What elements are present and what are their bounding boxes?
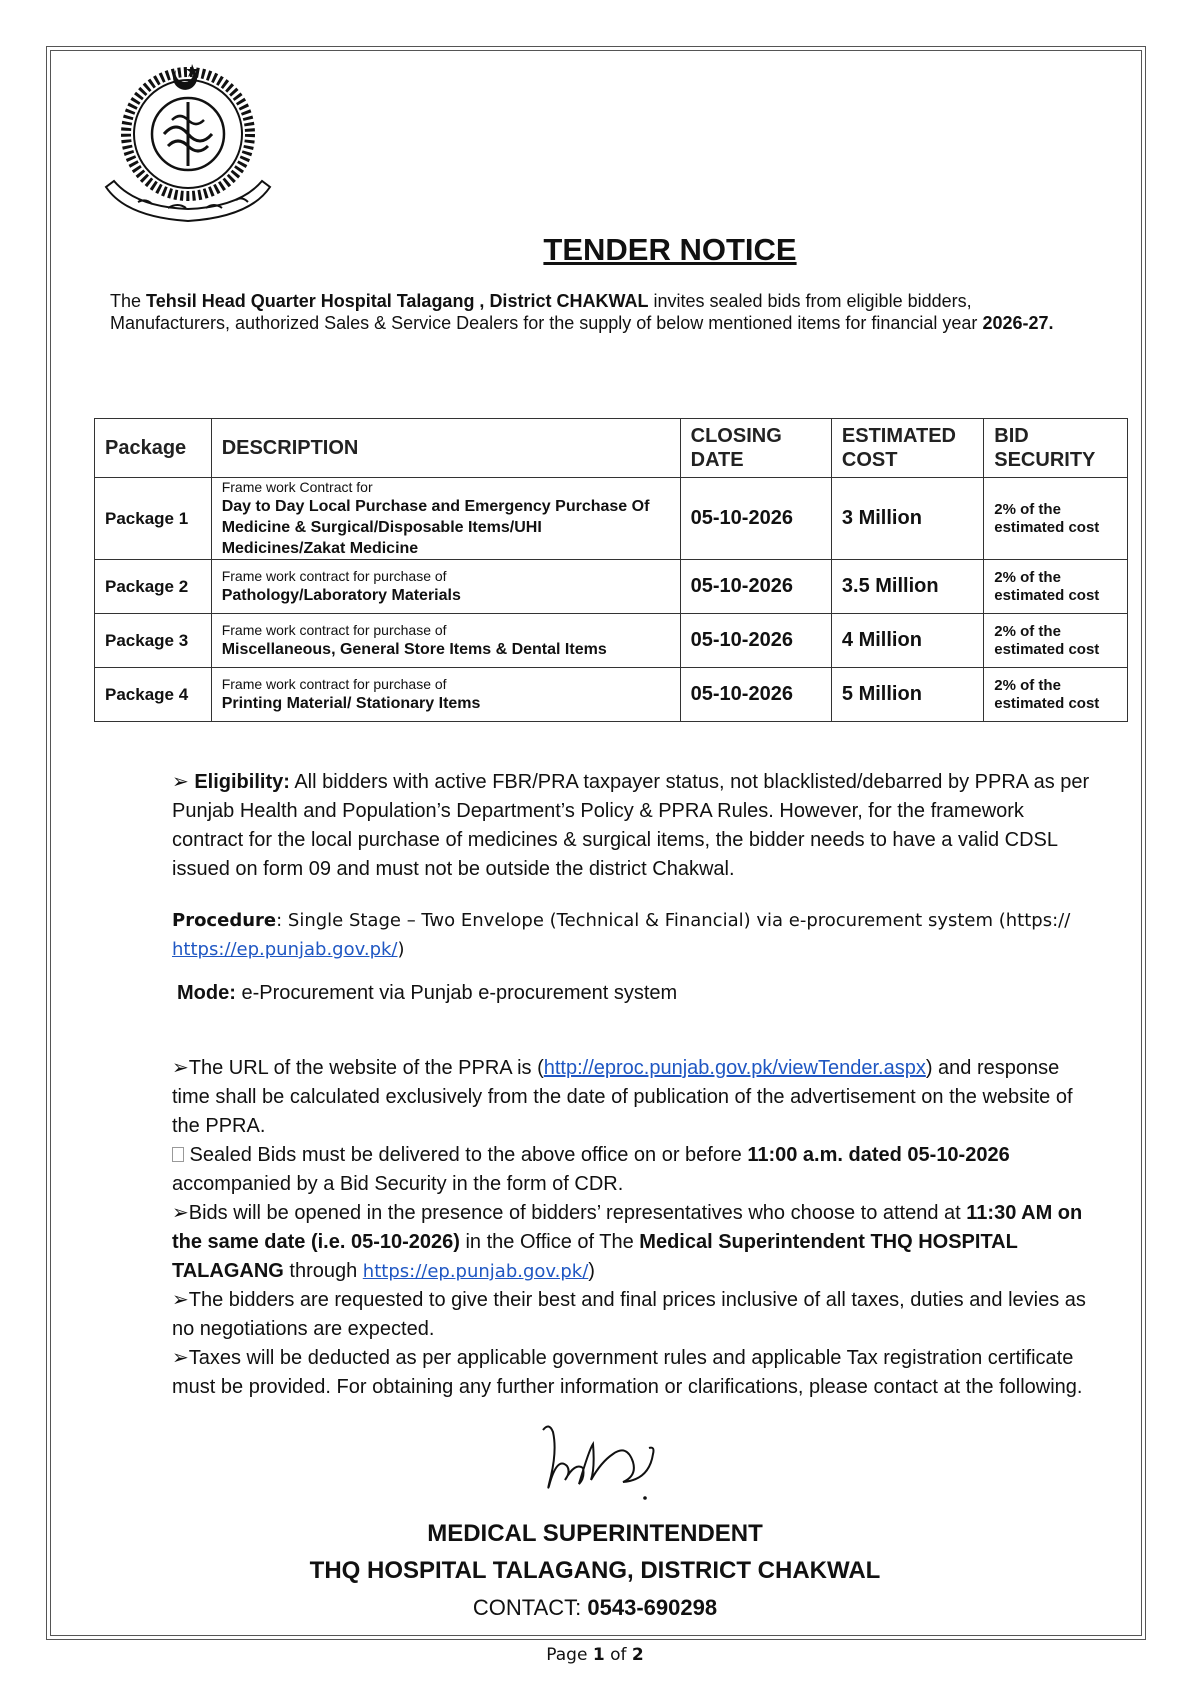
package-cell: Package 3: [95, 614, 212, 668]
mode-text: e-Procurement via Punjab e-procurement system: [235, 982, 678, 1004]
page-title: TENDER NOTICE: [543, 232, 797, 267]
description-cell: [211, 614, 680, 668]
procedure-label: Procedure: [172, 910, 277, 931]
sealed-bids-note: [172, 1141, 1092, 1199]
ppra-url-link[interactable]: http://eproc.punjab.gov.pk/viewTender.aspx: [543, 1057, 926, 1079]
package-cell: Package 4: [95, 668, 212, 722]
closing-date-cell: 05-10-2026: [680, 614, 831, 668]
prices-note: ➢The bidders are requested to give their best and final prices inclusive of all taxes, duties and levies as no negotiations are expected.: [172, 1289, 1086, 1340]
column-header: Package: [95, 419, 212, 478]
description-main: Miscellaneous, General Store Items & Dental Items: [221, 640, 607, 658]
intro-paragraph: [110, 290, 1062, 334]
procedure-paragraph: [172, 906, 1092, 964]
tender-table: [94, 418, 1128, 722]
page-number: [0, 1645, 1190, 1665]
table-header-row: [95, 419, 1128, 478]
handwritten-signature-icon: [535, 1418, 695, 1508]
page-word: Page: [546, 1645, 593, 1665]
procedure-text: : Single Stage – Two Envelope (Technical & Financial) via e-procurement system (https://: [276, 910, 1071, 931]
office-name: Medical Superintendent THQ HOSPITAL TALAGANG: [172, 1231, 1018, 1282]
description-prefix: Frame work Contract for: [221, 478, 373, 495]
package-cell: Package 1: [95, 478, 212, 560]
bid-security-cell: 2% of the estimated cost: [984, 478, 1128, 560]
description-prefix: Frame work contract for purchase of: [221, 675, 447, 692]
description-main: Printing Material/ Stationary Items: [221, 694, 481, 712]
ppra-url-note: [172, 1054, 1092, 1141]
punjab-health-department-emblem-icon: [98, 62, 288, 232]
description-prefix: Frame work contract for purchase of: [221, 621, 447, 638]
ep-punjab-link[interactable]: https://ep.punjab.gov.pk/: [172, 939, 398, 960]
intro-line1-rest: invites sealed bids from eligible bidders,: [648, 291, 972, 311]
intro-line2: Manufacturers, authorized Sales & Service Dealers for the supply of below mentioned items for financial year: [110, 313, 983, 333]
column-header: BID SECURITY: [984, 419, 1128, 478]
contact-line: [0, 1595, 1190, 1621]
description-main: Day to Day Local Purchase and Emergency Purchase Of Medicine & Surgical/Disposable Items/UHI Medicines/Zakat Medicine: [221, 497, 650, 557]
bid-opening-through: through: [283, 1260, 363, 1282]
eligibility-text: All bidders with active FBR/PRA taxpayer status, not blacklisted/debarred by PPRA as per Punjab Health and Population’s Department’s Policy & PPRA Rules. However, for the framework contract for the local purchase of medicines & surgical items, the bidder needs to have a valid CDSL issued on form 09 and must not be outside the district Chakwal.: [172, 771, 1090, 880]
bid-opening-text: ➢Bids will be opened in the presence of bidders’ representatives who choose to attend at: [172, 1202, 967, 1224]
estimated-cost-cell: 4 Million: [831, 614, 983, 668]
description-cell: [211, 478, 680, 560]
table-row: [95, 614, 1128, 668]
description-prefix: Frame work contract for purchase of: [221, 567, 447, 584]
ppra-url-text: ➢The URL of the website of the PPRA is (: [172, 1057, 544, 1079]
notes-section: [172, 1054, 1092, 1402]
estimated-cost-cell: 3 Million: [831, 478, 983, 560]
description-cell: [211, 560, 680, 614]
table-row: [95, 668, 1128, 722]
sealed-bids-text: Sealed Bids must be delivered to the above office on or before: [184, 1144, 748, 1166]
deadline-time: 11:00 a.m. dated 05-10-2026: [747, 1144, 1010, 1166]
taxes-note: ➢Taxes will be deducted as per applicable government rules and applicable Tax registration certificate must be provided. For obtaining any further information or clarifications, please contact at the following.: [172, 1347, 1083, 1398]
contact-label: CONTACT:: [472, 1595, 588, 1620]
bid-opening-note: [172, 1199, 1092, 1286]
contact-number: 0543-690298: [587, 1595, 718, 1620]
ep-punjab-link-2[interactable]: https://ep.punjab.gov.pk/: [362, 1261, 589, 1282]
eligibility-paragraph: [172, 768, 1092, 884]
procedure-close: ): [397, 939, 405, 960]
table-row: [95, 478, 1128, 560]
estimated-cost-cell: 3.5 Million: [831, 560, 983, 614]
intro-the: The: [110, 291, 147, 311]
ppra-url-rest: ) and response time shall be calculated exclusively from the date of publication of the advertisement on the website of the PPRA.: [172, 1057, 1073, 1137]
column-header: DESCRIPTION: [211, 419, 680, 478]
arrow-bullet: ➢: [172, 771, 195, 793]
bid-security-cell: 2% of the estimated cost: [984, 668, 1128, 722]
description-cell: [211, 668, 680, 722]
page-of: of: [604, 1645, 632, 1665]
bid-security-cell: 2% of the estimated cost: [984, 560, 1128, 614]
closing-date-cell: 05-10-2026: [680, 478, 831, 560]
designation: MEDICAL SUPERINTENDENT: [427, 1520, 763, 1547]
bid-security-cell: 2% of the estimated cost: [984, 614, 1128, 668]
opening-time: 11:30 AM on the same date (i.e. 05-10-2026): [172, 1202, 1083, 1253]
closing-date-cell: 05-10-2026: [680, 560, 831, 614]
page-total: 2: [631, 1645, 644, 1665]
bid-opening-mid: in the Office of The: [459, 1231, 640, 1253]
sealed-bids-rest: accompanied by a Bid Security in the form of CDR.: [172, 1173, 624, 1195]
mode-paragraph: [177, 979, 1097, 1008]
hospital-name: Tehsil Head Quarter Hospital Talagang , District CHAKWAL: [146, 291, 649, 311]
office-address: THQ HOSPITAL TALAGANG, DISTRICT CHAKWAL: [309, 1557, 881, 1584]
checkbox-glyph-icon: [172, 1147, 184, 1162]
estimated-cost-cell: 5 Million: [831, 668, 983, 722]
financial-year: 2026-27.: [982, 313, 1054, 333]
closing-date-cell: 05-10-2026: [680, 668, 831, 722]
page-current: 1: [592, 1645, 605, 1665]
column-header: ESTIMATED COST: [831, 419, 983, 478]
table-row: [95, 560, 1128, 614]
description-main: Pathology/Laboratory Materials: [221, 586, 461, 604]
mode-label: Mode:: [177, 982, 236, 1004]
package-cell: Package 2: [95, 560, 212, 614]
bid-opening-close: ): [588, 1260, 595, 1282]
column-header: CLOSING DATE: [680, 419, 831, 478]
eligibility-label: Eligibility:: [194, 771, 290, 793]
